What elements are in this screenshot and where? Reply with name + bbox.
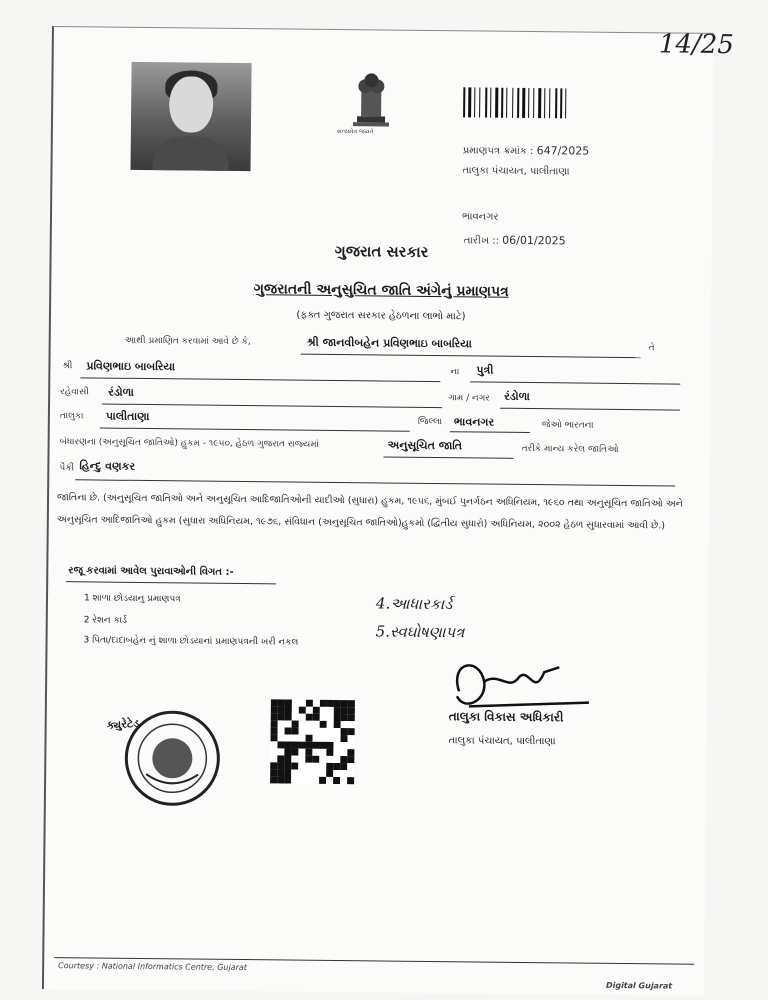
applicant-name: શ્રી જાનવીબહેન પ્રવિણભાઇ બાબરિયા — [306, 335, 472, 351]
father-prefix: શ્રી — [62, 361, 73, 372]
caste-label: પૈકી — [59, 463, 75, 474]
footer-courtesy: Courtesy : National Informatics Centre, Gujarat — [58, 961, 247, 973]
emblem-caption: સત્યમેવ જયતે — [336, 127, 374, 136]
issuer-top: તાલુકા પંચાયત, પાલીતાણા — [462, 165, 570, 178]
legal-paragraph: જાતિના છે. (અનુસૂચિત જાતિઓ અને અનુસૂચિત આદિજાતિઓની યાદીઓ (સુધારા) હુકમ, ૧૯૫૬, મુંબઈ પુનર્ગઠન અધિનિયમ, ૧૯૬૦ તથા અનુસૂચિત જાતિઓ અને અનુસૂચિત આદિજાતિઓ હુકમ (સુધારા અધિનિયમ, ૧૯૭૬, સંવિધાન (અનુસૂચિત જાતિઓ)હુકમો (દ્વિતીય સુધારો) અધિનિયમ, ૨૦૦૨ હેઠળ સુધારવામાં આવી છે.) — [56, 492, 683, 532]
certificate-number-label: પ્રમાણપત્ર ક્રમાંક : — [462, 145, 534, 158]
taluka-label: તાલુકા — [59, 411, 84, 422]
government-title: ગુજરાત સરકાર — [334, 241, 429, 261]
handwritten-page-number: 14/25 — [658, 29, 734, 61]
district-label: જિલ્લા — [417, 416, 443, 428]
document-item: 3 પિતા/દાદાબહેન નું શાળા છોડયાનાં પ્રમાણપત્રની ખરી નકલ — [83, 635, 299, 648]
handwritten-document-4: 4.આધારકાર્ડ — [375, 594, 453, 614]
certificate-number: 647/2025 — [536, 144, 590, 158]
documents-heading: રજૂ કરવામાં આવેલ પુરાવાઓની વિગત :- — [68, 565, 234, 578]
certify-label: આથી પ્રમાણિત કરવામાં આવે છે કે, — [124, 335, 251, 348]
handwritten-document-5: 5.સ્વઘોષણાપત્ર — [375, 622, 465, 642]
signatory-office: તાલુકા પંચાયત, પાલીતાણા — [448, 735, 556, 748]
certificate-subtitle: (ફક્ત ગુજરાત સરકાર હેઠળના લાભો માટે) — [296, 309, 466, 323]
category-suffix: તરીકે માન્ય કરેલ જાતિઓ — [521, 443, 619, 455]
name-suffix: તે — [648, 343, 655, 354]
date-label: તારીખ :: — [463, 235, 500, 247]
certificate-title: ગુજરાતની અનુસુચિત જાતિ અંગેનું પ્રમાણપત્ર — [253, 281, 509, 300]
village: રંડોળા — [504, 389, 530, 404]
relation-label: ના — [450, 367, 460, 378]
state-label: જેઓ ભારતના — [541, 420, 594, 431]
date: 06/01/2025 — [502, 233, 566, 248]
certificate-number-row — [463, 143, 590, 157]
applicant-photo — [130, 62, 251, 171]
order-text: બંધારણના (અનુસૂચિત જાતિઓ) હુકમ - ૧૯૫૦, હેઠળ ગુજરાત રાજ્યમાં — [59, 437, 319, 450]
seal-text: ક્યુરેટેડ — [106, 716, 140, 732]
place: ભાવનગર — [461, 211, 499, 223]
resident: રંડોળા — [108, 385, 135, 399]
relation: પુત્રી — [476, 363, 494, 377]
resident-label: રહેવાસી — [60, 387, 89, 398]
certificate-page — [42, 26, 734, 996]
father-name: પ્રવિણભાઇ બાબરિયા — [86, 359, 176, 374]
village-label: ગામ / નગર — [448, 393, 490, 404]
qr-code — [270, 699, 355, 784]
document-item: 1 શાળા છોડયાનુ પ્રમાણપત્ર — [83, 593, 181, 605]
taluka: પાલીતાણા — [105, 409, 150, 424]
district: ભાવનગર — [453, 415, 495, 429]
footer-brand: Digital Gujarat — [605, 980, 673, 991]
category: અનુસૂચિત જાતિ — [387, 438, 463, 453]
barcode — [463, 87, 603, 118]
signature-text — [467, 653, 470, 654]
signatory-title: તાલુકા વિકાસ અધિકારી — [448, 709, 564, 725]
document-item: 2 રેશન કાર્ડ — [83, 615, 128, 626]
caste: હિન્દુ વણકર — [79, 459, 136, 473]
